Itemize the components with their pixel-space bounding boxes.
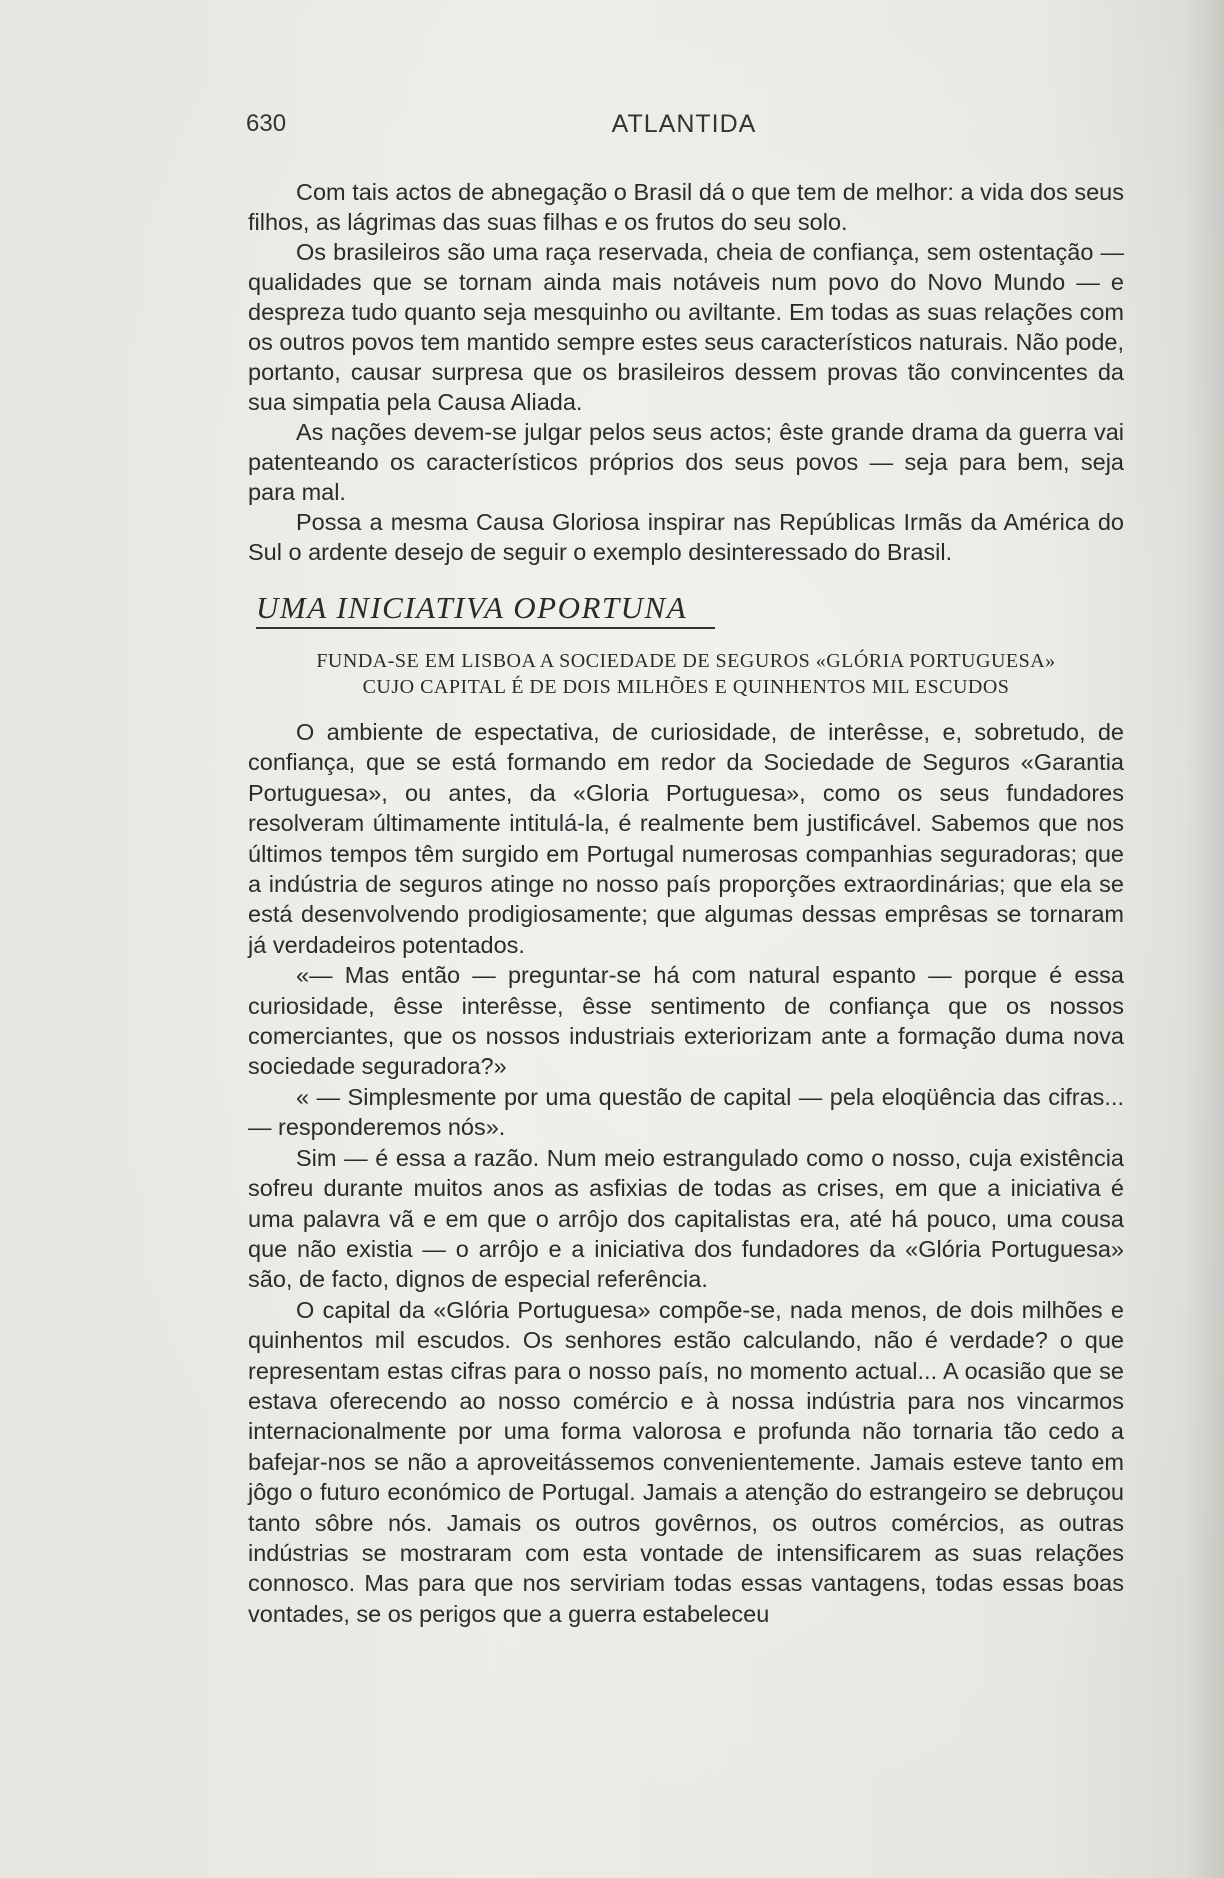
intro-paragraph: Com tais actos de abnegação o Brasil dá o que tem de melhor: a vida dos seus filhos, as lágrimas das suas filhas e os frutos do seu solo. <box>248 179 1124 235</box>
subhead-line: FUNDA-SE EM LISBOA A SOCIEDADE DE SEGUROS «GLÓRIA PORTUGUESA» <box>316 650 1056 672</box>
title-underline <box>256 627 715 629</box>
page-number: 630 <box>246 110 287 137</box>
article-paragraph: « — Simplesmente por uma questão de capital — pela eloqüência das cifras... — responderemos nós». <box>248 1083 1124 1141</box>
article-paragraph: O capital da «Glória Portuguesa» compõe-se, nada menos, de dois milhões e quinhentos mil escudos. Os senhores estão calculando, não é verdade? o que representam estas cifras para o nosso país, no momento actual... A ocasião que se estava oferecendo ao nosso comércio e à nossa indústria para nos vincarmos internacionalmente por uma forma valorosa e profunda não tornaria tão cedo a bafejar-nos se não a aproveitássemos convenientemente. Jamais esteve tanto em jôgo o futuro económico de Portugal. Jamais a atenção do estrangeiro se debruçou tanto sôbre nós. Jamais os outros govêrnos, os outros comércios, as outras indústrias se mostraram com esta vontade de intensificarem as suas relações connosco. Mas para que nos serviriam todas essas vantagens, todas essas boas vontades, se os perigos que a guerra estabeleceu <box>248 1296 1124 1627</box>
intro-text <box>248 177 1124 567</box>
page-header <box>246 110 1122 140</box>
intro-paragraph: Os brasileiros são uma raça reservada, cheia de confiança, sem ostentação — qualidades que se tornam ainda mais notáveis num povo do Novo Mundo — e despreza tudo quanto seja mesquinho ou aviltante. Em todas as suas relações com os outros povos tem mantido sempre estes seus característicos naturais. Não pode, portanto, causar surpresa que os brasileiros dessem provas tão convincentes da sua simpatia pela Causa Aliada. <box>248 239 1124 415</box>
section-title: UMA INICIATIVA OPORTUNA <box>256 590 688 625</box>
section-subhead <box>248 648 1124 700</box>
article-paragraph: «— Mas então — preguntar-se há com natural espanto — porque é essa curiosidade, êsse interêsse, êsse sentimento de confiança que os nossos comerciantes, que os nossos industriais exteriorizam ante a formação duma nova sociedade seguradora?» <box>248 962 1124 1080</box>
intro-paragraph: As nações devem-se julgar pelos seus actos; êste grande drama da guerra vai patenteando os característicos próprios dos seus povos — seja para bem, seja para mal. <box>248 419 1124 505</box>
article-paragraph: O ambiente de espectativa, de curiosidade, de interêsse, e, sobretudo, de confiança, que se está formando em redor da Sociedade de Seguros «Garantia Portuguesa», ou antes, da «Gloria Portuguesa», como os seus fundadores resolveram últimamente intitulá-la, é realmente bem justificável. Sabemos que nos últimos tempos têm surgido em Portugal numerosas companhias seguradoras; que a indústria de seguros atinge no nosso país proporções extraordinárias; que ela se está desenvolvendo prodigiosamente; que algumas dessas emprêsas se tornaram já verdadeiros potentados. <box>248 719 1124 958</box>
subhead-line: CUJO CAPITAL É DE DOIS MILHÕES E QUINHENTOS MIL ESCUDOS <box>362 676 1010 698</box>
article-paragraph: Sim — é essa a razão. Num meio estrangulado como o nosso, cuja existência sofreu durante muitos anos as asfixias de todas as crises, em que a iniciativa é uma palavra vã e em que o arrôjo dos capitalistas era, até há pouco, uma cousa que não existia — o arrôjo e a iniciativa dos fundadores da «Glória Portuguesa» são, de facto, dignos de especial referência. <box>248 1144 1124 1293</box>
article-text <box>248 717 1124 1629</box>
page-edge-shadow <box>1184 0 1224 1878</box>
running-title: ATLANTIDA <box>611 110 757 138</box>
intro-paragraph: Possa a mesma Causa Gloriosa inspirar nas Repúblicas Irmãs da América do Sul o ardente desejo de seguir o exemplo desinteressado do Brasil. <box>248 509 1124 565</box>
